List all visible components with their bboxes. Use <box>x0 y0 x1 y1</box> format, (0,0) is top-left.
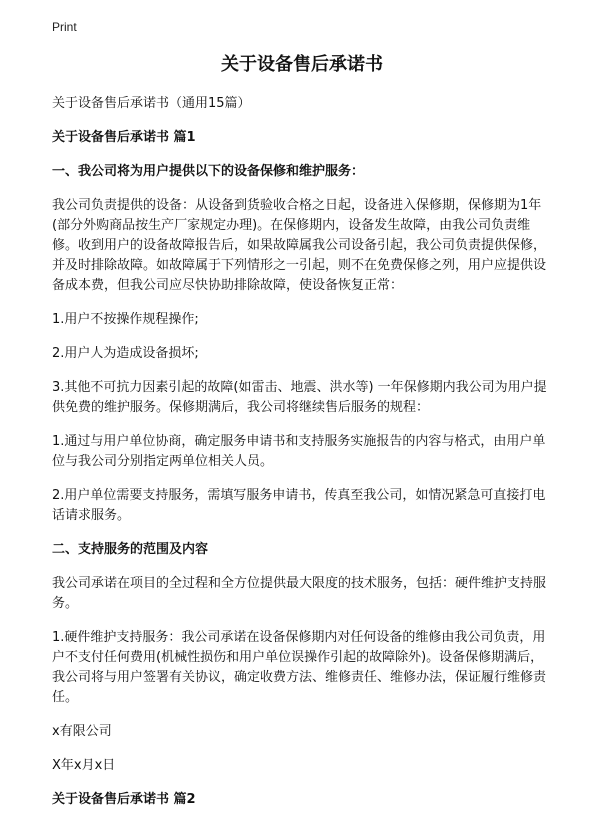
document-subtitle: 关于设备售后承诺书（通用15篇） <box>52 96 251 111</box>
exclusion-item-2: 2.用户人为造成设备损坏; <box>52 346 199 361</box>
article-1-heading: 关于设备售后承诺书 篇1 <box>52 130 196 145</box>
signature-company: x有限公司 <box>52 724 112 739</box>
exclusion-item-1: 1.用户不按操作规程操作; <box>52 312 199 327</box>
document-body <box>52 52 552 824</box>
hardware-support-item: 1.硬件维护支持服务：我公司承诺在设备保修期内对任何设备的维修由我公司负责，用户不支付任何费用(机械性损伤和用户单位误操作引起的故障除外)。设备保修期满后，我公司将与用户签署有关协议，确定收费方法、维修责任、维修办法，保证履行维修责任。 <box>52 630 547 705</box>
section-2-heading: 二、支持服务的范围及内容 <box>52 542 209 557</box>
document-title: 关于设备售后承诺书 <box>221 54 383 75</box>
exclusion-item-3: 3.其他不可抗力因素引起的故障(如雷击、地震、洪水等) 一年保修期内我公司为用户提供免费的维护服务。保修期满后，我公司将继续售后服务的规程： <box>52 380 547 415</box>
article-2-heading: 关于设备售后承诺书 篇2 <box>52 792 196 807</box>
section-1-heading: 一、我公司将为用户提供以下的设备保修和维护服务： <box>52 164 365 179</box>
signature-date: X年x月x日 <box>52 758 116 773</box>
print-link[interactable]: Print <box>52 20 77 34</box>
section-1-paragraph: 我公司负责提供的设备：从设备到货验收合格之日起，设备进入保修期，保修期为1年(部分外购商品按生产厂家规定办理)。在保修期内，设备发生故障，由我公司负责维修。收到用户的设备故障报告后，如果故障属我公司设备引起，我公司负责提供保修，并及时排除故障。如故障属于下列情形之一引起，则不在免费保修之列，用户应提供设备成本费，但我公司应尽快协助排除故障，使设备恢复正常： <box>52 198 547 293</box>
section-2-paragraph: 我公司承诺在项目的全过程和全方位提供最大限度的技术服务，包括：硬件维护支持服务。 <box>52 576 547 611</box>
service-rule-1: 1.通过与用户单位协商，确定服务申请书和支持服务实施报告的内容与格式，由用户单位与我公司分别指定两单位相关人员。 <box>52 434 546 469</box>
service-rule-2: 2.用户单位需要支持服务，需填写服务申请书，传真至我公司，如情况紧急可直接打电话请求服务。 <box>52 488 546 523</box>
